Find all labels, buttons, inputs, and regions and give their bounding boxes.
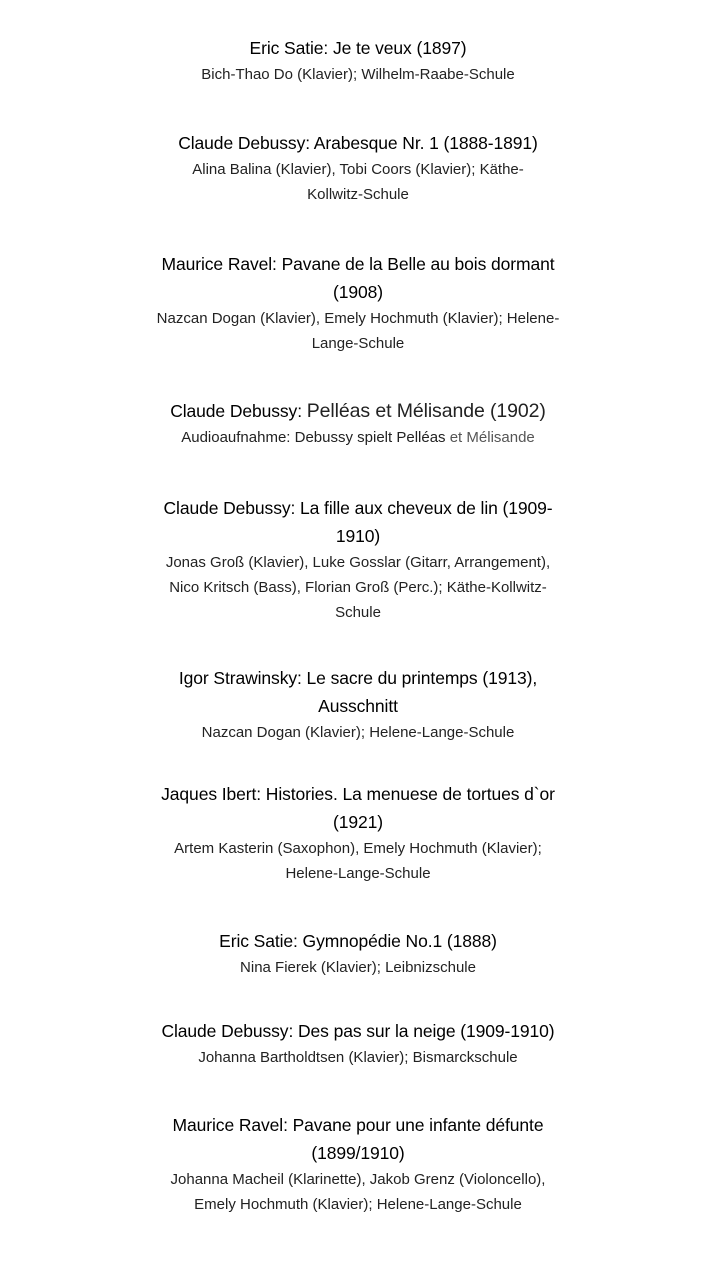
performers-recording: Audioaufnahme: Debussy spielt Pelléas bbox=[181, 429, 446, 446]
program-item bbox=[140, 34, 576, 87]
piece-title: Claude Debussy: Des pas sur la neige (1909-1910) bbox=[161, 1021, 555, 1041]
program-item bbox=[160, 664, 556, 745]
piece-title-composer: Claude Debussy: bbox=[170, 401, 302, 421]
performers bbox=[100, 425, 616, 450]
performers: Jonas Groß (Klavier), Luke Gosslar (Gitarr, Arrangement), Nico Kritsch (Bass), Florian Groß (Perc.); Käthe-Kollwitz-Schule bbox=[165, 554, 551, 621]
performers: Johanna Bartholdtsen (Klavier); Bismarckschule bbox=[198, 1049, 518, 1066]
performers: Nina Fierek (Klavier); Leibnizschule bbox=[240, 959, 476, 976]
piece-title-work: Pelléas et Mélisande (1902) bbox=[306, 400, 546, 422]
performers: Nazcan Dogan (Klavier); Helene-Lange-Schule bbox=[201, 724, 515, 741]
program-item bbox=[150, 494, 566, 625]
piece-title: Claude Debussy: Arabesque Nr. 1 (1888-1891) bbox=[178, 133, 538, 153]
program-item bbox=[100, 397, 616, 450]
piece-title: Eric Satie: Gymnopédie No.1 (1888) bbox=[219, 931, 497, 951]
piece-title bbox=[100, 397, 616, 425]
program-item bbox=[148, 250, 568, 356]
performers: Alina Balina (Klavier), Tobi Coors (Klavier); Käthe-Kollwitz-Schule bbox=[192, 161, 524, 203]
performers: Johanna Macheil (Klarinette), Jakob Grenz (Violoncello), Emely Hochmuth (Klavier); Helene-Lange-Schule bbox=[170, 1171, 546, 1213]
performers-recording-suffix: et Mélisande bbox=[449, 429, 535, 446]
piece-title: Eric Satie: Je te veux (1897) bbox=[249, 38, 467, 58]
piece-title: Jaques Ibert: Histories. La menuese de tortues d`or (1921) bbox=[161, 784, 555, 832]
piece-title: Claude Debussy: La fille aux cheveux de lin (1909-1910) bbox=[163, 498, 553, 546]
performers: Bich-Thao Do (Klavier); Wilhelm-Raabe-Schule bbox=[201, 66, 515, 83]
piece-title: Igor Strawinsky: Le sacre du printemps (1913), Ausschnitt bbox=[178, 668, 538, 716]
program-item bbox=[148, 1111, 568, 1217]
program-item bbox=[148, 780, 568, 886]
program-item bbox=[140, 927, 576, 980]
performers: Artem Kasterin (Saxophon), Emely Hochmuth (Klavier); Helene-Lange-Schule bbox=[174, 840, 542, 882]
program-item bbox=[168, 129, 548, 207]
piece-title: Maurice Ravel: Pavane pour une infante défunte (1899/1910) bbox=[172, 1115, 544, 1163]
program-item bbox=[120, 1017, 596, 1070]
piece-title: Maurice Ravel: Pavane de la Belle au bois dormant (1908) bbox=[161, 254, 555, 302]
performers: Nazcan Dogan (Klavier), Emely Hochmuth (Klavier); Helene-Lange-Schule bbox=[156, 310, 560, 352]
